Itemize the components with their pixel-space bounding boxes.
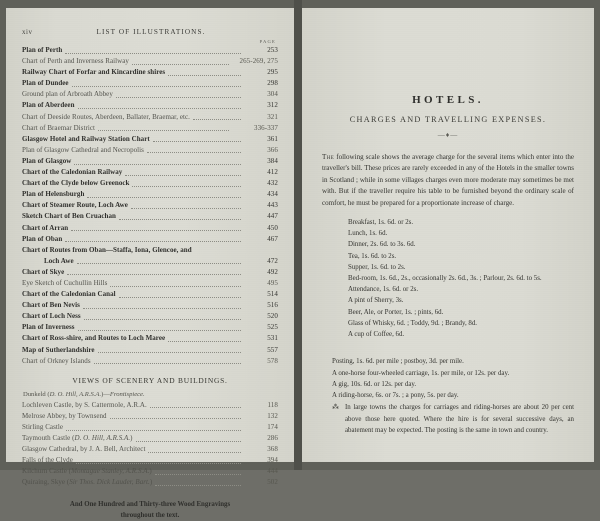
list-item [22, 56, 278, 67]
list-item: Glass of Whisky, 6d. ; Toddy, 9d. ; Brandy, 8d. [348, 319, 478, 327]
page-number: 132 [267, 411, 278, 420]
list-item [22, 211, 278, 222]
page-number: 118 [267, 400, 278, 409]
footnote [332, 402, 574, 436]
ornament-divider: —♦— [437, 131, 459, 139]
illustration-title: Kilchurn Castle (Montague Stanley, A.R.S.A.) [22, 467, 152, 476]
illustration-title: Plan of Glasgow [22, 156, 72, 165]
toc-running-head [22, 28, 278, 36]
dot-leader [71, 229, 241, 231]
illustration-title: Chart of Steamer Route, Loch Awe [22, 201, 128, 210]
dot-leader [72, 85, 241, 87]
page-number: 502 [267, 478, 278, 487]
list-item [22, 433, 278, 444]
page-number: 321 [267, 112, 278, 121]
illustration-title: Chart of the Caledonian Canal [22, 290, 116, 299]
dot-leader [74, 163, 241, 165]
dot-leader [84, 318, 241, 320]
list-item [22, 167, 278, 178]
illustration-title: Lochleven Castle, by S. Cattermole, A.R.A. [22, 400, 147, 409]
illustration-title: Chart of Braemar District [22, 123, 95, 132]
dot-leader [98, 351, 241, 353]
illustration-title: Chart of Loch Ness [22, 312, 81, 321]
page-number: 366 [267, 145, 278, 154]
intro-paragraph [322, 152, 574, 209]
list-item [22, 267, 278, 278]
illustration-title: Glasgow Hotel and Railway Station Chart [22, 134, 150, 143]
list-item: Lunch, 1s. 6d. [348, 230, 388, 238]
list-item: A gig, 10s. 6d. or 12s. per day. [332, 380, 417, 388]
list-item [22, 278, 278, 289]
hotel-charges-list [348, 217, 574, 340]
page-number: 174 [267, 422, 278, 431]
illustration-title: Chart of Ross-shire, and Routes to Loch Maree [22, 334, 166, 343]
page-number: 472 [267, 256, 278, 265]
illustration-title: Plan of Aberdeen [22, 101, 75, 110]
dot-leader [168, 340, 241, 342]
list-item: Posting, 1s. 6d. per mile ; postboy, 3d. per mile. [332, 358, 464, 366]
dot-leader [132, 185, 241, 187]
list-item [22, 200, 278, 211]
list-item [22, 234, 278, 245]
dot-leader [153, 140, 241, 142]
illustration-title: Chart of Skye [22, 267, 65, 276]
asterism-icon: ⁂ [332, 404, 340, 412]
illustration-title: Quiraing, Skye (Sir Thos. Dick Lauder, Bart.) [22, 478, 153, 487]
book-gutter [294, 0, 302, 470]
wood-engravings-note [22, 500, 278, 521]
illustration-title: Chart of Perth and Inverness Railway [22, 57, 129, 66]
dot-leader [150, 406, 241, 408]
list-spacer [322, 340, 574, 356]
page-number: 394 [267, 456, 278, 465]
list-item [22, 189, 278, 200]
list-item [22, 100, 278, 111]
illustrations-list [22, 45, 278, 367]
list-item [22, 411, 278, 422]
illustration-title: Plan of Oban [22, 234, 63, 243]
page-number: 412 [267, 168, 278, 177]
chapter-body [322, 28, 574, 436]
illustration-title: Railway Chart of Forfar and Kincardine shires [22, 68, 166, 77]
posting-charges-list [332, 356, 574, 401]
page-number: 495 [267, 278, 278, 287]
page-number: 432 [267, 179, 278, 188]
illustration-title: Chart of the Clyde below Greenock [22, 179, 130, 188]
illustration-title: Chart of Routes from Oban—Staffa, Iona, Glencoe, and [22, 245, 192, 254]
page-number: 434 [267, 190, 278, 199]
page-number: 368 [267, 445, 278, 454]
right-page [302, 8, 594, 462]
list-item [22, 134, 278, 145]
wood-engravings-line-2: throughout the text. [120, 511, 180, 519]
dot-leader [78, 107, 241, 109]
list-item [22, 333, 278, 344]
dot-leader [116, 96, 241, 98]
dot-leader [110, 285, 241, 287]
illustration-title: Map of Sutherlandshire [22, 345, 95, 354]
illustration-title: Melrose Abbey, by Townsend [22, 411, 107, 420]
list-item [22, 455, 278, 466]
dot-leader [83, 307, 241, 309]
page-number: 312 [267, 101, 278, 110]
illustration-title: Plan of Glasgow Cathedral and Necropolis [22, 145, 144, 154]
illustration-title: Sketch Chart of Ben Cruachan [22, 212, 116, 221]
list-item [22, 45, 278, 56]
illustration-title: Plan of Perth [22, 46, 63, 54]
chapter-title: HOTELS. [412, 94, 484, 106]
list-item [22, 223, 278, 234]
dot-leader [67, 273, 241, 275]
list-item: A riding-horse, 6s. or 7s. ; a pony, 5s. per day. [332, 392, 459, 400]
dot-leader [78, 329, 241, 331]
page-number: 516 [267, 301, 278, 310]
left-page [6, 8, 294, 519]
list-item [22, 300, 278, 311]
illustration-title: Chart of Deeside Routes, Aberdeen, Ballater, Braemar, etc. [22, 112, 190, 121]
list-item: Breakfast, 1s. 6d. or 2s. [348, 219, 414, 227]
list-item: Bed-room, 1s. 6d., 2s., occasionally 2s. 6d., 3s. ; Parlour, 2s. 6d. to 5s. [348, 275, 542, 283]
list-item [22, 89, 278, 100]
dot-leader [155, 473, 241, 475]
list-item: Supper, 1s. 6d. to 2s. [348, 263, 406, 271]
page-number: 467 [267, 234, 278, 243]
list-item [22, 245, 278, 256]
page-number: 492 [267, 267, 278, 276]
list-item [22, 78, 278, 89]
page-number: 295 [267, 68, 278, 77]
list-item [22, 356, 278, 367]
page-number: 520 [267, 312, 278, 321]
list-item [22, 444, 278, 455]
page-number: 578 [267, 356, 278, 365]
illustration-title: Chart of Arran [22, 223, 69, 232]
list-item [22, 466, 278, 477]
dot-leader [155, 484, 241, 486]
dot-leader [66, 429, 241, 431]
list-item [22, 422, 278, 433]
list-item [22, 345, 278, 356]
list-item: A pint of Sherry, 3s. [348, 297, 404, 305]
list-item: A one-horse four-wheeled carriage, 1s. per mile, or 12s. per day. [332, 369, 510, 377]
views-section-heading: VIEWS OF SCENERY AND BUILDINGS. [72, 375, 228, 385]
illustration-title: Plan of Helensburgh [22, 190, 85, 199]
list-item [22, 145, 278, 156]
footnote-text: In large towns the charges for carriages and riding-horses are about 20 per cent above those here quoted. Where the hire is for several successive days, an abatement may be expected. The posting is the same in town and country. [345, 404, 574, 435]
chapter-subtitle: CHARGES AND TRAVELLING EXPENSES. [349, 115, 547, 124]
page-number: 286 [267, 434, 278, 442]
dot-leader [87, 196, 241, 198]
illustration-title: Ground plan of Arbroath Abbey [22, 90, 113, 99]
list-item: Tea, 1s. 6d. to 2s. [348, 252, 397, 260]
frontispiece-entry: Dunkeld (D. O. Hill, A.R.S.A.)—Frontispiece. [23, 390, 145, 398]
dot-leader [119, 296, 241, 298]
page-number: 298 [267, 79, 278, 88]
list-item: Attendance, 1s. 6d. or 2s. [348, 286, 419, 294]
dot-leader [94, 362, 241, 364]
illustration-title: Chart of Orkney Islands [22, 356, 91, 365]
dot-leader [148, 451, 241, 453]
illustration-title: Glasgow Cathedral, by J. A. Bell, Architect [22, 445, 146, 454]
dot-leader [76, 462, 241, 464]
page-number: 443 [267, 201, 278, 210]
list-item: Beer, Ale, or Porter, 1s. ; pints, 6d. [348, 308, 444, 316]
page-folio: xiv [22, 28, 33, 36]
intro-first-word: The [322, 153, 335, 161]
illustration-title: Eye Sketch of Cuchullin Hills [22, 278, 108, 287]
dot-leader [98, 129, 229, 131]
illustration-title: Plan of Inverness [22, 323, 75, 332]
page-number: 514 [267, 290, 278, 299]
dot-leader [65, 52, 241, 54]
dot-leader [125, 174, 241, 176]
illustration-title: Falls of the Clyde [22, 456, 73, 465]
page-number: 557 [267, 345, 278, 354]
dot-leader [77, 262, 241, 264]
page-number: 304 [267, 90, 278, 99]
dot-leader [193, 118, 241, 120]
dot-leader [132, 63, 229, 65]
dot-leader [110, 417, 241, 419]
illustration-title: Loch Awe [44, 256, 74, 265]
illustration-title: Chart of Ben Nevis [22, 301, 80, 310]
list-item [22, 156, 278, 167]
dot-leader [168, 74, 241, 76]
list-item [22, 256, 278, 267]
page-column-header: PAGE [259, 39, 276, 44]
illustration-title: Stirling Castle [22, 422, 63, 431]
list-item: Dinner, 2s. 6d. to 3s. 6d. [348, 241, 416, 249]
wood-engravings-line-1: And One Hundred and Thirty-three Wood Engravings [69, 501, 231, 509]
dot-leader [119, 218, 241, 220]
page-number: 384 [267, 156, 278, 165]
dot-leader [131, 207, 241, 209]
list-item [22, 67, 278, 78]
list-item [22, 400, 278, 411]
illustration-title: Taymouth Castle (D. O. Hill, A.R.S.A.) [22, 434, 133, 442]
list-item [22, 311, 278, 322]
page-number: 450 [267, 223, 278, 232]
page-number: 531 [267, 334, 278, 343]
list-item [22, 289, 278, 300]
page-number: 525 [267, 323, 278, 332]
list-item [22, 477, 278, 488]
views-list [22, 400, 278, 489]
page-number: 265-269, 275 [239, 57, 278, 66]
page-number: 447 [267, 212, 278, 221]
list-item: A cup of Coffee, 6d. [348, 331, 405, 339]
dot-leader [147, 151, 241, 153]
list-item [22, 112, 278, 123]
dot-leader [136, 440, 241, 442]
page-number: 361 [267, 134, 278, 143]
list-item [22, 322, 278, 333]
list-item [22, 178, 278, 189]
page-number: 444 [267, 467, 278, 476]
intro-rest: following scale shows the average charge for the several items which enter into the traveller's bill. These prices are rarely exceeded in any of the Hotels in the smaller towns in Scotland ; while in some villages charges even more moderate may sometimes be met with. But if the traveller require his table to be furnished beyond the ordinary scale of comfort, he must be prepared for a proportionate increase of charge. [322, 153, 574, 207]
dot-leader [65, 240, 241, 242]
page-number: 253 [267, 46, 278, 54]
illustration-title: Plan of Dundee [22, 79, 69, 88]
list-item [22, 123, 278, 134]
page-number: 336-337 [253, 123, 278, 132]
illustration-title: Chart of the Caledonian Railway [22, 168, 123, 177]
list-of-illustrations-title: LIST OF ILLUSTRATIONS. [96, 28, 206, 36]
